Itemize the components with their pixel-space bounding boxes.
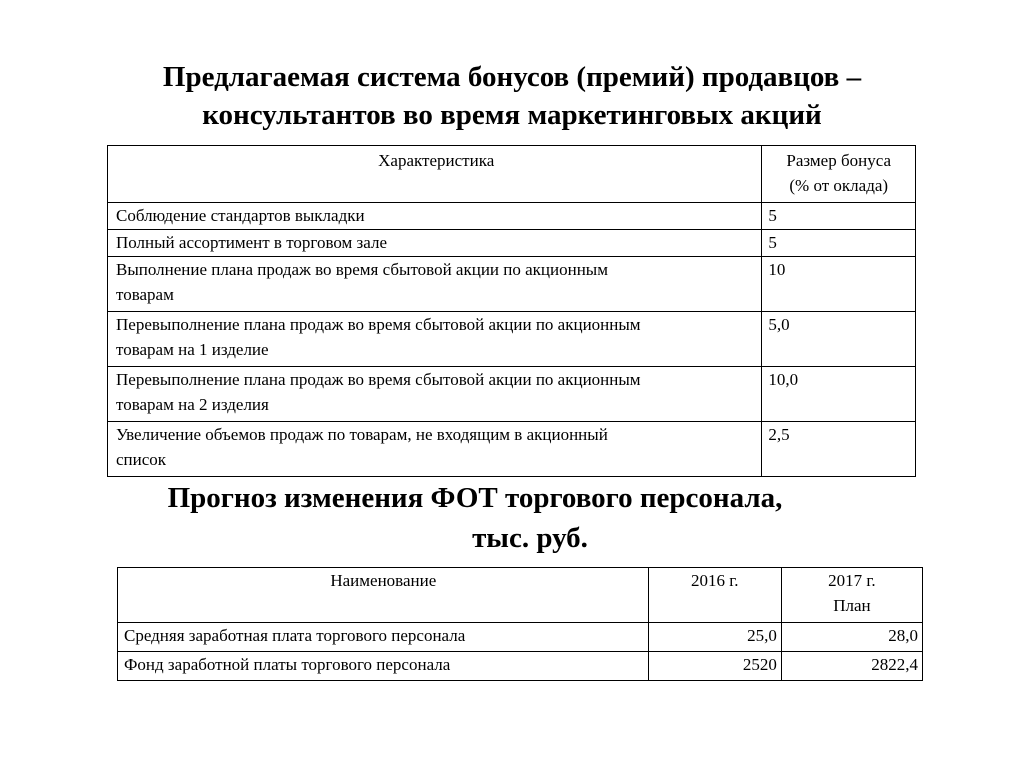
table-row [108,203,916,230]
row-value-2017: 28,0 [781,623,922,652]
row-bonus: 5 [762,230,916,257]
table-row [108,257,916,312]
section-title [60,478,890,558]
row-bonus: 5,0 [762,312,916,367]
row-value-2017: 2822,4 [781,652,922,681]
header-bonus-size [762,146,916,203]
row-bonus: 2,5 [762,422,916,477]
header-year-2017 [781,568,922,623]
section-title-line1: Прогноз изменения ФОТ торгового персонала, [167,482,783,514]
row-characteristic: Полный ассортимент в торговом зале [108,230,762,257]
row-characteristic [108,367,762,422]
table-row [118,623,923,652]
section-title-line2: тыс. руб. [472,522,588,554]
row-value-2016: 25,0 [648,623,781,652]
table-row [108,230,916,257]
row-name: Фонд заработной платы торгового персонала [118,652,649,681]
row-characteristic [108,312,762,367]
table-row [108,312,916,367]
bonus-table [107,145,916,477]
row-characteristic-line1: Выполнение плана продаж во время сбытовой акции по акционным [116,260,608,279]
row-value-2016: 2520 [648,652,781,681]
page-title [60,58,964,134]
header-bonus-line1: Размер бонуса [786,151,891,170]
row-characteristic-line1: Увеличение объемов продаж по товарам, не входящим в акционный [116,425,608,444]
page-title-line1: Предлагаемая система бонусов (премий) продавцов – [162,61,862,93]
header-bonus-line2: (% от оклада) [789,176,889,195]
row-bonus: 10,0 [762,367,916,422]
payroll-table [117,567,923,681]
payroll-table-header [118,568,923,623]
bonus-table-header [108,146,916,203]
header-name: Наименование [118,568,649,623]
row-characteristic-line1: Перевыполнение плана продаж во время сбытовой акции по акционным [116,315,641,334]
row-characteristic [108,422,762,477]
header-year-2016: 2016 г. [648,568,781,623]
row-name: Средняя заработная плата торгового персонала [118,623,649,652]
row-characteristic-line2: товарам на 2 изделия [116,395,269,414]
page-title-line2: консультантов во время маркетинговых акций [202,99,822,131]
table-row [108,367,916,422]
row-bonus: 10 [762,257,916,312]
table-row [108,422,916,477]
row-characteristic-line2: товарам [116,285,174,304]
row-characteristic-line2: товарам на 1 изделие [116,340,269,359]
header-year-2017-line1: 2017 г. [828,571,876,590]
row-bonus: 5 [762,203,916,230]
header-characteristic: Характеристика [108,146,762,203]
row-characteristic-line2: список [116,450,167,469]
row-characteristic [108,257,762,312]
table-row [118,652,923,681]
header-year-2017-line2: План [833,596,871,615]
row-characteristic: Соблюдение стандартов выкладки [108,203,762,230]
row-characteristic-line1: Перевыполнение плана продаж во время сбытовой акции по акционным [116,370,641,389]
